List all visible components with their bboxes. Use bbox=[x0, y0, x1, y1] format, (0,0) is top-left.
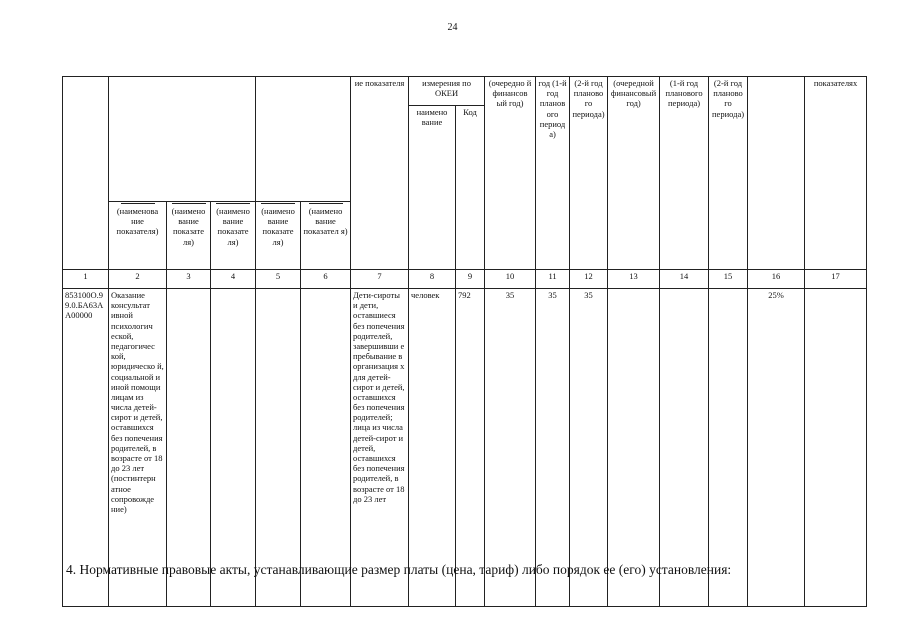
header-col13: (очередной финансовый год) bbox=[608, 77, 660, 270]
row-col6 bbox=[301, 289, 351, 607]
header-col11: год (1-й год планов ого период а) bbox=[536, 77, 570, 270]
row-col5 bbox=[256, 289, 301, 607]
row-col3 bbox=[167, 289, 211, 607]
column-number: 11 bbox=[536, 270, 570, 289]
header-col14: (1-й год планового периода) bbox=[660, 77, 709, 270]
row-value-13 bbox=[608, 289, 660, 607]
row-value-16: 25% bbox=[748, 289, 805, 607]
column-number: 5 bbox=[256, 270, 301, 289]
header-col3: (наимено вание показате ля) bbox=[167, 202, 211, 270]
column-number: 3 bbox=[167, 270, 211, 289]
header-col10: (очередно й финансов ый год) bbox=[485, 77, 536, 270]
column-number: 1 bbox=[63, 270, 109, 289]
column-number: 10 bbox=[485, 270, 536, 289]
row-okei-code: 792 bbox=[456, 289, 485, 607]
column-number: 9 bbox=[456, 270, 485, 289]
header-group-content bbox=[109, 77, 256, 202]
row-code: 853100О.99.0.БА63АА00000 bbox=[63, 289, 109, 607]
header-col5: (наимено вание показате ля) bbox=[256, 202, 301, 270]
header-group-conditions bbox=[256, 77, 351, 202]
row-value-12: 35 bbox=[570, 289, 608, 607]
column-number: 7 bbox=[351, 270, 409, 289]
page-number: 24 bbox=[447, 22, 458, 33]
row-value-15 bbox=[709, 289, 748, 607]
column-numbers-row bbox=[63, 270, 867, 289]
row-value-10: 35 bbox=[485, 289, 536, 607]
column-number: 14 bbox=[660, 270, 709, 289]
column-number: 2 bbox=[109, 270, 167, 289]
column-number: 6 bbox=[301, 270, 351, 289]
column-number: 17 bbox=[805, 270, 867, 289]
header-okei-group: измерения по ОКЕИ bbox=[409, 77, 485, 106]
section-heading: 4. Нормативные правовые акты, устанавливающие размер платы (цена, тариф) либо порядок ее (его) установления: bbox=[66, 562, 732, 577]
column-number: 13 bbox=[608, 270, 660, 289]
header-col1 bbox=[63, 77, 109, 270]
header-col2: (наименова ние показателя) bbox=[109, 202, 167, 270]
header-col15: (2-й год планово го периода) bbox=[709, 77, 748, 270]
indicators-table bbox=[62, 76, 867, 607]
header-col4: (наимено вание показате ля) bbox=[211, 202, 256, 270]
header-col16 bbox=[748, 77, 805, 270]
row-value-14 bbox=[660, 289, 709, 607]
row-col4 bbox=[211, 289, 256, 607]
header-row-1 bbox=[63, 77, 867, 106]
header-col17: показателях bbox=[805, 77, 867, 270]
column-number: 15 bbox=[709, 270, 748, 289]
row-unit: человек bbox=[409, 289, 456, 607]
header-col12: (2-й год планово го периода) bbox=[570, 77, 608, 270]
column-number: 12 bbox=[570, 270, 608, 289]
row-service-name: Оказание консультат ивной психологич еской, педагогичес кой, юридическо й, социальной и иной помощи лицам из числа детей-сирот и детей, оставшихся без попечения родителей, в возрасте от 18 до 23 лет (постинтерн атное сопровожде ние) bbox=[109, 289, 167, 607]
header-col9: Код bbox=[456, 106, 485, 270]
header-col8: наимено вание bbox=[409, 106, 456, 270]
row-category: Дети-сироты и дети, оставшиеся без попечения родителей, завершивши е пребывание в организация х для детей-сирот и детей, оставшихся без попечения родителей; лица из числа детей-сирот и детей, оставшихся без попечения родителей, в возрасте от 18 до 23 лет bbox=[351, 289, 409, 607]
table-row bbox=[63, 289, 867, 607]
row-value-11: 35 bbox=[536, 289, 570, 607]
column-number: 8 bbox=[409, 270, 456, 289]
column-number: 16 bbox=[748, 270, 805, 289]
header-col6: (наимено вание показател я) bbox=[301, 202, 351, 270]
column-number: 4 bbox=[211, 270, 256, 289]
header-col7: ие показателя bbox=[351, 77, 409, 270]
row-value-17 bbox=[805, 289, 867, 607]
